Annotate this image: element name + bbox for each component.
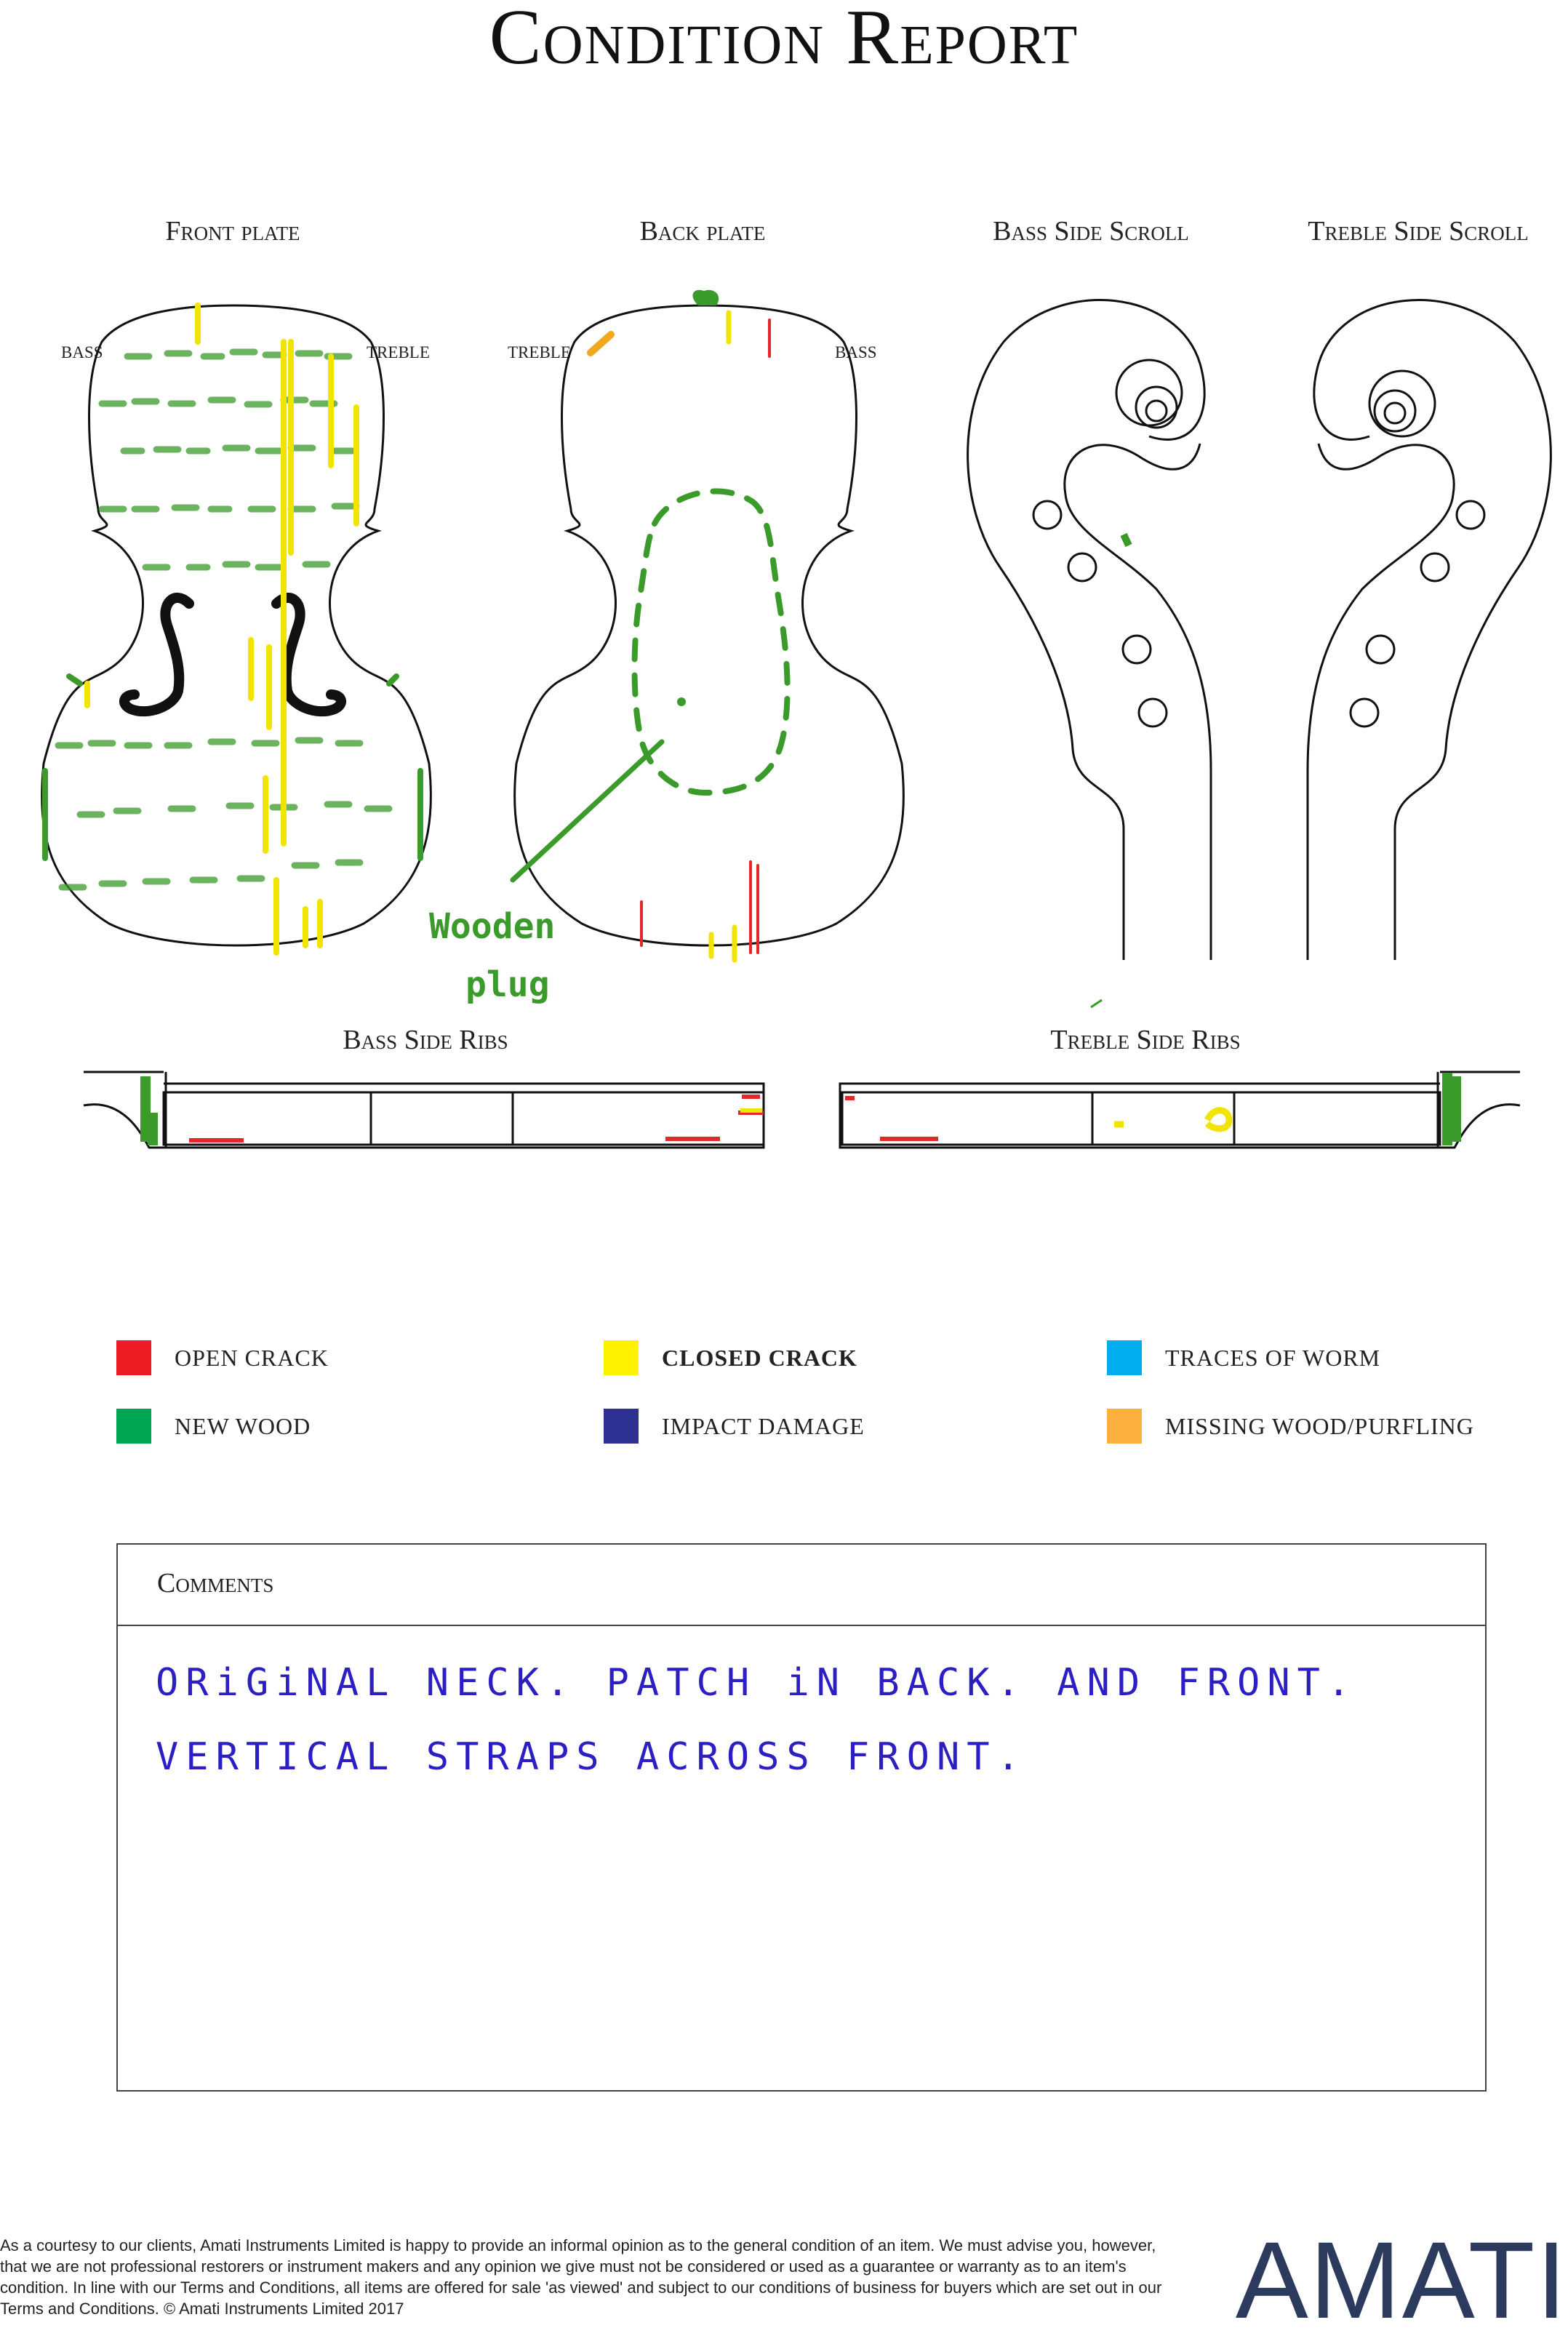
legend-label: IMPACT DAMAGE [662,1412,865,1439]
back-plate-label: Back plate [639,216,766,247]
legend-new-wood [116,1409,311,1444]
front-plate-diagram [42,305,556,1005]
page-title: Condition Report [489,0,1079,81]
legend-closed-crack [604,1340,857,1375]
bass-side-scroll-diagram [968,300,1211,1007]
closed-crack-swatch [604,1340,639,1375]
front-bass-side-label: BASS [61,343,103,361]
legend-missing-wood [1107,1409,1474,1444]
wooden-plug-note-2: plug [465,964,550,1005]
comments-box [116,1543,1487,2092]
front-treble-side-label: TREBLE [367,343,430,361]
bass-side-ribs-label: Bass Side Ribs [343,1025,508,1055]
treble-side-ribs-diagram [840,1072,1520,1148]
comments-heading: Comments [118,1545,1485,1626]
brand-logo: AMATI [1235,2219,1568,2341]
legend-label: TRACES OF WORM [1165,1344,1381,1371]
bass-side-scroll-label: Bass Side Scroll [993,216,1189,247]
back-bass-side-label: BASS [835,343,877,361]
comment-line-1: ORiGiNAL NECK. PATCH iN BACK. AND FRONT. [156,1661,1358,1705]
impact-damage-swatch [604,1409,639,1444]
wooden-plug-note: Wooden [429,906,556,947]
comment-line-2: VERTICAL STRAPS ACROSS FRONT. [156,1735,1027,1779]
missing-wood-swatch [1107,1409,1142,1444]
disclaimer-text: As a courtesy to our clients, Amati Instruments Limited is happy to provide an informal opinion as to the general condition of an item. We must advise you, however, that we are not professional restorers or instrument makers and any opinion we give must not be considered or used as a guarantee or warranty as to an item's condition. In line with our Terms and Conditions, all items are offered for sale 'as viewed' and subject to our conditions of business for buyers which are set out in our Terms and Conditions. © Amati Instruments Limited 2017 [0,2236,1162,2318]
treble-side-ribs-label: Treble Side Ribs [1050,1025,1241,1055]
legend-label: NEW WOOD [175,1412,311,1439]
legend-label: CLOSED CRACK [662,1344,857,1371]
legend-open-crack [116,1340,329,1375]
back-plate-diagram [513,290,903,960]
legend-label: OPEN CRACK [175,1344,329,1371]
back-treble-side-label: TREBLE [508,343,571,361]
treble-side-scroll-label: Treble Side Scroll [1308,216,1529,247]
legend-label: MISSING WOOD/PURFLING [1165,1412,1474,1439]
open-crack-swatch [116,1340,151,1375]
bass-side-ribs-diagram [84,1072,764,1148]
traces-of-worm-swatch [1107,1340,1142,1375]
new-wood-swatch [116,1409,151,1444]
legend-traces-of-worm [1107,1340,1380,1375]
front-plate-label: Front plate [165,216,300,247]
legend-impact-damage [604,1409,865,1444]
treble-side-scroll-diagram [1308,300,1551,960]
